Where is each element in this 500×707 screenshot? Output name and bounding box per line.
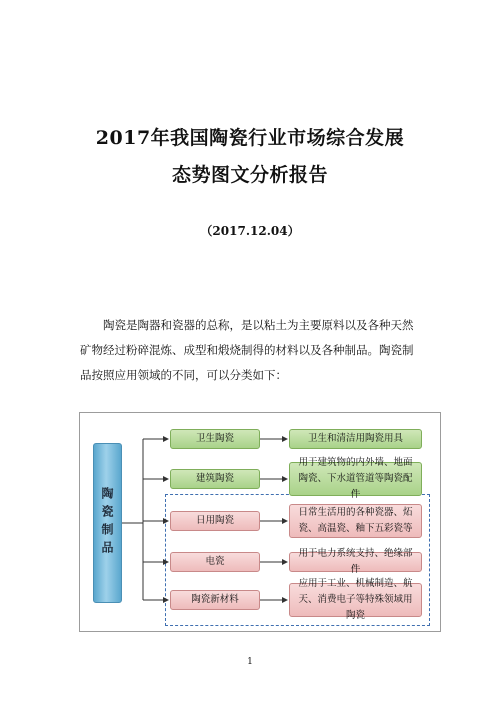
- page-number: 1: [247, 657, 253, 667]
- category-architectural-ceramics: 建筑陶瓷: [170, 469, 260, 489]
- category-new-ceramic-materials: 陶瓷新材料: [170, 590, 260, 610]
- description-architectural-ceramics: 用于建筑物的内外墙、地面陶瓷、下水道管道等陶瓷配件: [289, 462, 422, 496]
- report-title-line-1: 2017年我国陶瓷行业市场综合发展: [95, 127, 405, 149]
- paragraph-line: 陶瓷是陶器和瓷器的总称，是以粘土为主要原料以及各种天然: [103, 318, 414, 332]
- category-electrical-porcelain: 电瓷: [170, 552, 260, 572]
- paragraph-line: 品按照应用领域的不同，可以分类如下：: [80, 368, 287, 382]
- description-electrical-porcelain: 用于电力系统支持、绝缘部件: [289, 552, 422, 572]
- root-node-ceramic-products: [93, 443, 122, 603]
- category-sanitary-ceramics: 卫生陶瓷: [170, 429, 260, 449]
- description-daily-ceramics: 日常生活用的各种瓷器、炻瓷、高温瓷、釉下五彩瓷等: [289, 504, 422, 538]
- description-new-ceramic-materials: 应用于工业、机械制造、航天、消费电子等特殊领域用陶瓷: [289, 583, 422, 617]
- report-title-line-2: 态势图文分析报告: [171, 164, 328, 186]
- category-daily-ceramics: 日用陶瓷: [170, 511, 260, 531]
- root-node-label: 陶瓷制品: [100, 487, 114, 559]
- paragraph-line: 矿物经过粉碎混炼、成型和煅烧制得的材料以及各种制品。陶瓷制: [80, 343, 414, 357]
- report-date: （2017.12.04）: [200, 224, 300, 238]
- description-sanitary-ceramics: 卫生和清洁用陶瓷用具: [289, 429, 422, 449]
